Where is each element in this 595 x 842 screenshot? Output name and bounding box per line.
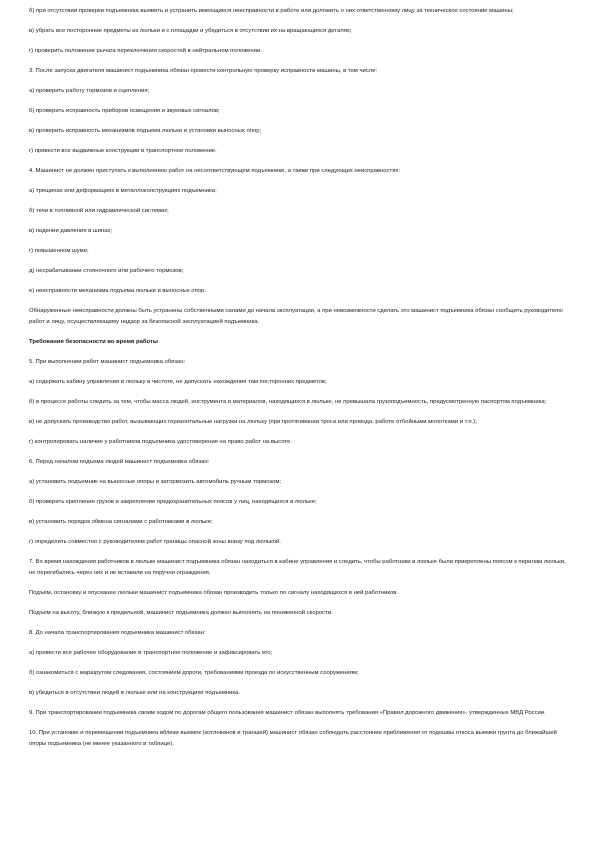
paragraph-8b: б) ознакомиться с маршрутом следования, состоянием дороги, требованиями проезда по искусственным сооружениям; <box>29 670 359 676</box>
paragraph-5: 5. При выполнении работ машинист подъемника обязан: <box>29 359 186 365</box>
paragraph-4g: г) повышенном шуме; <box>29 248 89 254</box>
paragraph-3b: б) проверить исправность приборов освещения и звуковых сигналов; <box>29 108 220 114</box>
paragraph-defects-note: Обнаруженные неисправности должны быть устранены собственными силами до начала эксплуатации, а при невозможности сделать это машинист подъемника обязан сообщить руководителю работ и лицу, осуществляющему надзор за безопасной эксплуатацией подъемника. <box>29 308 563 325</box>
paragraph-4v: в) падении давления в шинах; <box>29 228 113 234</box>
paragraph-6v: в) установить порядок обмена сигналами с работниками в люльке; <box>29 519 213 525</box>
paragraph-2g: г) проверить положение рычага переключения скоростей в нейтральном положении. <box>29 48 262 54</box>
paragraph-4a: а) трещинах или деформациях в металлоконструкциях подъемника; <box>29 188 217 194</box>
paragraph-8: 8. До начала транспортирования подъемника машинист обязан: <box>29 630 206 636</box>
paragraph-6b: б) проверить крепление грузов и закрепление предохранительных поясов у лиц, находящихся в люльке; <box>29 499 317 505</box>
paragraph-3v: в) проверить исправность механизмов подъема люльки и установки выносных опор; <box>29 128 262 134</box>
paragraph-4b: б) течи в топливной или гидравлической системах; <box>29 208 169 214</box>
paragraph-5v: в) не допускать производство работ, вызывающих горизонтальные нагрузки на люльку (при протягивании троса или провода, работе отбойными молотками и т.п.); <box>29 419 477 425</box>
paragraph-4: 4. Машинист не должен приступать к выполнению работ на несоответствующем подъемнике, а также при следующих неисправностях: <box>29 168 400 174</box>
paragraph-3: 3. После запуска двигателя машинист подъемника обязан провести контрольную проверку исправности машины, в том числе: <box>29 68 378 74</box>
paragraph-8v: в) убедиться в отсутствии людей в люльке или на конструкциях подъемника. <box>29 690 241 696</box>
paragraph-5g: г) контролировать наличие у работников подъемника удостоверения на право работ на высоте. <box>29 439 292 445</box>
section-heading: Требования безопасности во время работы <box>29 339 158 345</box>
paragraph-10: 10. При установке и перемещении подъемника вблизи выемок (котлованов и траншей) машинист обязан соблюдать расстояние приближения от подошвы откоса выемки грунта до ближайшей опоры подъемника (не менее указанного в таблице). <box>29 730 557 747</box>
paragraph-5b: б) в процессе работы следить за тем, чтобы масса людей, инструмента и материалов, находящихся в люльке, не превышала грузоподъемность, предусмотренную паспортом подъемника; <box>29 399 547 405</box>
paragraph-7: 7. Во время нахождения работников в люльке машинист подъемника обязан находиться в кабине управления и следить, чтобы работники в люльке были прикреплены поясом к перилам люльки, не перегибались через них и не вставали на поручни ограждения. <box>29 559 566 576</box>
paragraph-6g: г) определить совместно с руководителем работ границы опасной зоны внизу под люлькой. <box>29 539 281 545</box>
paragraph-7-signal: Подъем, остановку и опускание люльки машинист подъемника обязан производить только по сигналу находящихся в ней работников. <box>29 590 399 596</box>
paragraph-4e: е) неисправности механизма подъема люльки и выносных опор. <box>29 288 206 294</box>
paragraph-2b: б) при отсутствии проверки подъемника выявить и устранить имеющиеся неисправности в работе или доложить о них ответственному лицу за техническое состояние машины; <box>29 8 514 14</box>
paragraph-4d: д) несрабатывании стояночного или рабочего тормозов; <box>29 268 184 274</box>
paragraph-3a: а) проверить работу тормозов и сцепления; <box>29 88 150 94</box>
paragraph-5a: а) содержать кабину управления и люльку в чистоте, не допускать нахождения там посторонних предметов; <box>29 379 327 385</box>
paragraph-7-speed: Подъем на высоту, близкую к предельной, машинист подъемника должен выполнять на пониженной скорости. <box>29 610 333 616</box>
paragraph-6: 6. Перед началом подъема людей машинист подъемника обязан: <box>29 459 210 465</box>
paragraph-8a: а) привести все рабочее оборудование в транспортное положение и зафиксировать его; <box>29 650 273 656</box>
paragraph-9: 9. При транспортировании подъемника своим ходом по дорогам общего пользования машинист обязан выполнять требования «Правил дорожного движения», утвержденных МВД России. <box>29 710 546 716</box>
paragraph-2v: в) убрать все посторонние предметы из люльки и с площадки и убедиться в отсутствии их на вращающихся деталях; <box>29 28 352 34</box>
paragraph-6a: а) установить подъемник на выносные опоры и затормозить автомобиль ручным тормозом; <box>29 479 282 485</box>
paragraph-3g: г) привести все выдвижные конструкции в транспортное положение. <box>29 148 217 154</box>
